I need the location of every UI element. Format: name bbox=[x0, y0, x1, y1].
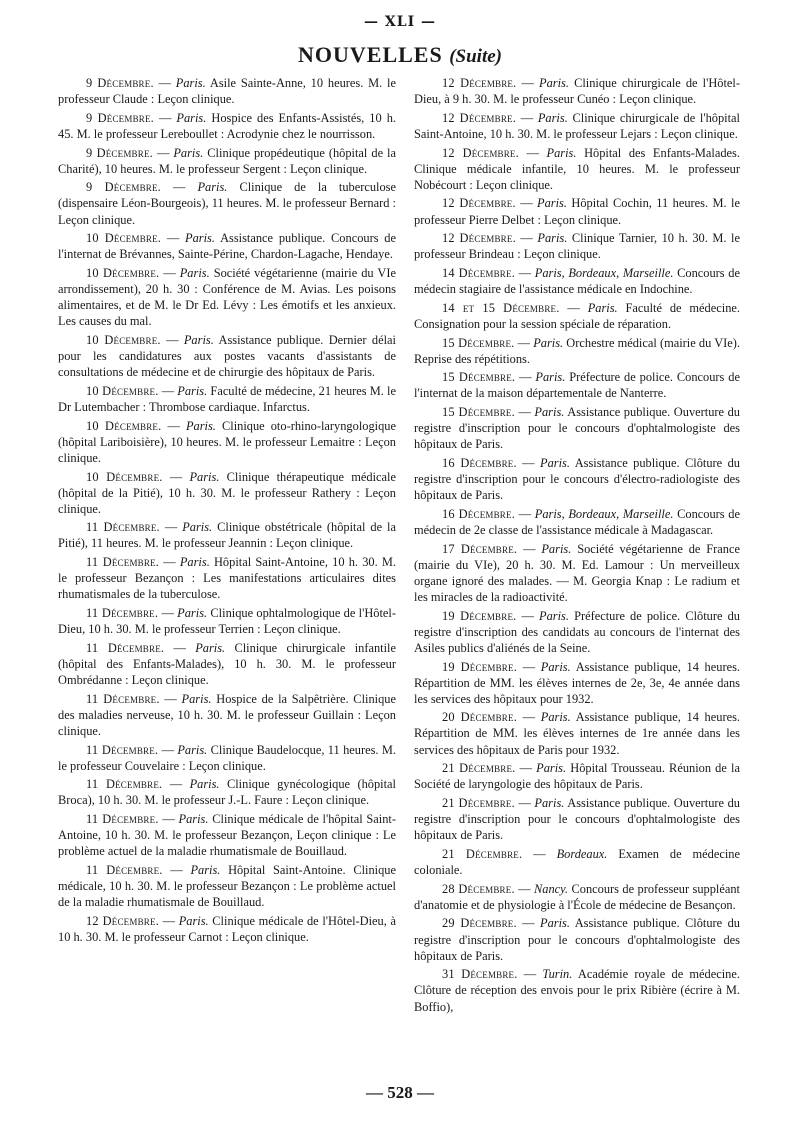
news-entry: 31 Décembre. — Turin. Académie royale de médecine. Clôture de réception des envois pour le prix Ribière (écrire à M. Boffio), bbox=[414, 967, 740, 1014]
entry-date: 11 Décembre. bbox=[86, 606, 159, 621]
news-entry: 19 Décembre. — Paris. Préfecture de police. Clôture du registre d'inscription des candidats au concours de l'internat des Asiles publics d'aliénés de la Seine. bbox=[414, 608, 740, 655]
entry-place: Paris. bbox=[185, 231, 215, 246]
entry-date: 11 Décembre. bbox=[86, 520, 160, 535]
news-entry: 10 Décembre. — Paris. Société végétarienne (mairie du VIe arrondissement), 20 h. 30 : Conférence de M. Avias. Les poisons alimentaires, et de M. le Dr Ed. Lévy : Les émotifs et les anxieux. Les causes du mal. bbox=[58, 266, 396, 329]
entry-place: Paris. bbox=[533, 335, 564, 350]
entry-date: 14 Décembre. bbox=[442, 266, 516, 280]
entry-place: Paris. bbox=[537, 231, 568, 246]
entry-date: 11 Décembre. bbox=[86, 812, 159, 827]
entry-text: Clinique gynécologique (hôpital Broca), 10 h. 30. M. le professeur J.-L. Faure : Leçon clinique. bbox=[58, 777, 396, 808]
news-entry: 11 Décembre. — Paris. Clinique chirurgicale infantile (hôpital des Enfants-Malades), 10 h. 30. M. le professeur Ombrédanne : Leçon clinique. bbox=[58, 640, 396, 687]
section-title-suite: (Suite) bbox=[449, 46, 502, 67]
entry-text: Concours de médecin stagiaire de l'assistance médicale en Indochine. bbox=[414, 266, 740, 297]
entry-text: Hôpital Cochin, 11 heures. M. le professeur Pierre Delbet : Leçon clinique. bbox=[414, 196, 740, 227]
entry-date: 9 Décembre. bbox=[86, 180, 161, 195]
entry-text: Assistance publique. Ouverture du registre d'inscription pour le concours d'ophtalmologiste des hôpitaux de Paris. bbox=[414, 405, 740, 452]
entry-place: Paris. bbox=[195, 640, 226, 655]
entry-date: 12 Décembre. bbox=[442, 110, 517, 125]
news-entry: 17 Décembre. — Paris. Société végétarienne de France (mairie du VIe), 20 h. 30. M. Ed. Lamour : Un merveilleux organe ignoré des malades. — M. Georgia Knap : Le radium et les miracles de la radioactivité. bbox=[414, 541, 740, 604]
news-entry: 15 Décembre. — Paris. Orchestre médical (mairie du VIe). Reprise des répétitions. bbox=[414, 335, 740, 366]
entry-text: Asile Sainte-Anne, 10 heures. M. le professeur Claude : Leçon clinique. bbox=[58, 76, 397, 107]
news-entry: 10 Décembre. — Paris. Assistance publique. Dernier délai pour les candidatures aux postes vacants d'assistants de consultations de médecine et de chirurgie des hôpitaux de Paris. bbox=[58, 332, 396, 380]
entry-place: Paris. bbox=[175, 76, 206, 90]
entry-text: Concours de professeur suppléant d'anatomie et de physiologie à l'École de médecine de Besançon. bbox=[414, 881, 740, 912]
entry-text: Préfecture de police. Concours de l'internat de la maison départementale de Nanterre. bbox=[414, 370, 740, 401]
entry-date: 10 Décembre. bbox=[86, 332, 161, 347]
news-entry: 10 Décembre. — Paris. Assistance publique. Concours de l'internat de Brévannes, Sainte-Périne, Chardon-Lagache, Hendaye. bbox=[58, 231, 396, 262]
entry-place: Paris. bbox=[540, 659, 571, 674]
news-entry: 14 Décembre. — Paris, Bordeaux, Marseille. Concours de médecin stagiaire de l'assistance médicale en Indochine. bbox=[414, 266, 740, 297]
entry-text: Concours de médecin de 2e classe de l'assistance médicale à Madagascar. bbox=[414, 506, 740, 537]
entry-place: Paris. bbox=[177, 742, 208, 757]
section-title bbox=[0, 42, 800, 68]
news-entry: 9 Décembre. — Paris. Hospice des Enfants-Assistés, 10 h. 45. M. le professeur Lereboullet : Acrodynie chez le nourrisson. bbox=[58, 110, 396, 141]
entry-date: 28 Décembre. bbox=[442, 881, 515, 896]
entry-text: Hôpital Saint-Antoine, 10 h. 30. M. le professeur Bezançon : Les manifestations articulaires dites rhumatismales de la tuberculose. bbox=[58, 555, 396, 602]
entry-text: Clinique ophtalmologique de l'Hôtel-Dieu, 10 h. 30. M. le professeur Terrien : Leçon clinique. bbox=[58, 606, 396, 637]
entry-date: 16 Décembre. bbox=[442, 506, 516, 521]
entry-date: 11 Décembre. bbox=[86, 863, 163, 877]
entry-place: Paris. bbox=[185, 418, 216, 433]
entry-date: 12 Décembre. bbox=[442, 231, 516, 246]
running-head: — XLI — bbox=[363, 14, 436, 30]
entry-date: 11 Décembre. bbox=[86, 777, 163, 792]
entry-text: Assistance publique, 14 heures. Répartition de MM. les élèves internes de 1re année dans les services des hôpitaux de Paris pour 1932. bbox=[414, 710, 740, 757]
entry-place: Paris. bbox=[177, 606, 208, 621]
news-entry: 9 Décembre. — Paris. Asile Sainte-Anne, 10 heures. M. le professeur Claude : Leçon clinique. bbox=[58, 76, 397, 107]
entry-text: Clinique oto-rhino-laryngologique (hôpital Lariboisière), 10 heures. M. le professeur Lemaitre : Leçon clinique. bbox=[58, 418, 396, 465]
entry-text: Faculté de médecine, 21 heures M. le Dr Lutembacher : Thrombose cardiaque. Infarctus. bbox=[58, 383, 396, 414]
news-entry: 11 Décembre. — Paris. Clinique gynécologique (hôpital Broca), 10 h. 30. M. le professeur J.-L. Faure : Leçon clinique. bbox=[58, 777, 396, 808]
news-entry: 21 Décembre. — Bordeaux. Examen de médecine coloniale. bbox=[414, 846, 740, 877]
entry-place: Paris. bbox=[182, 520, 213, 535]
page-number: — 528 — bbox=[366, 1083, 434, 1102]
entry-text: Hospice de la Salpêtrière. Clinique des maladies nerveuse, 10 h. 30. M. le professeur Guillain : Leçon clinique. bbox=[58, 691, 396, 738]
entry-text: Clinique thérapeutique médicale (hôpital de la Pitié), 10 h. 30. M. le professeur Rathery : Leçon clinique. bbox=[58, 469, 396, 516]
entry-place: Nancy. bbox=[533, 881, 569, 896]
entry-date: 21 Décembre. bbox=[442, 796, 515, 811]
entry-date: 9 Décembre. bbox=[86, 145, 153, 160]
entry-text: Assistance publique. Concours de l'internat de Brévannes, Sainte-Périne, Chardon-Lagache, Hendaye. bbox=[58, 231, 396, 262]
entry-date: 11 Décembre. bbox=[86, 691, 160, 706]
right-column bbox=[414, 75, 740, 1017]
entry-text: Assistance publique. Ouverture du registre d'inscription pour le concours d'ophtalmologiste des hôpitaux de Paris. bbox=[414, 796, 740, 843]
entry-place: Paris. bbox=[197, 180, 228, 195]
entry-date: 29 Décembre. bbox=[442, 916, 517, 931]
entry-place: Paris, Bordeaux, Marseille. bbox=[534, 506, 674, 521]
entry-date: 19 Décembre. bbox=[442, 608, 517, 623]
entry-place: Paris. bbox=[178, 913, 209, 928]
entry-place: Paris. bbox=[179, 555, 210, 570]
news-entry: 20 Décembre. — Paris. Assistance publique, 14 heures. Répartition de MM. les élèves internes de 1re année dans les services des hôpitaux de Paris pour 1932. bbox=[414, 710, 740, 757]
entry-place: Paris. bbox=[178, 812, 209, 827]
news-entry: 10 Décembre. — Paris. Faculté de médecine, 21 heures M. le Dr Lutembacher : Thrombose cardiaque. Infarctus. bbox=[58, 383, 396, 414]
news-entry: 11 Décembre. — Paris. Hôpital Saint-Antoine, 10 h. 30. M. le professeur Bezançon : Les manifestations articulaires dites rhumatismales de la tuberculose. bbox=[58, 555, 396, 602]
entry-place: Paris. bbox=[177, 383, 208, 398]
news-entry: 16 Décembre. — Paris. Assistance publique. Clôture du registre d'inscription pour le concours d'électro-radiologiste des hôpitaux de Paris. bbox=[414, 456, 740, 503]
entry-date: 15 Décembre. bbox=[442, 370, 516, 385]
entry-place: Paris. bbox=[534, 796, 565, 811]
entry-text: Clinique de la tuberculose (dispensaire Léon-Bourgeois), 11 heures. M. le professeur Bernard : Leçon clinique. bbox=[58, 180, 396, 227]
entry-date: 14 et 15 Décembre. bbox=[442, 300, 560, 315]
entry-place: Paris. bbox=[541, 541, 572, 556]
news-entry: 12 Décembre. — Paris. Clinique chirurgicale de l'hôpital Saint-Antoine, 10 h. 30. M. le professeur Lejars : Leçon clinique. bbox=[414, 110, 740, 141]
entry-date: 31 Décembre. bbox=[442, 967, 518, 982]
entry-place: Paris. bbox=[535, 370, 566, 385]
entry-date: 11 Décembre. bbox=[86, 555, 160, 570]
entry-place: Paris. bbox=[536, 761, 567, 776]
entry-date: 10 Décembre. bbox=[86, 266, 160, 280]
entry-text: Assistance publique, 14 heures. Répartition de MM. les élèves internes de 2e, 3e, 4e année dans les services des hôpitaux pour 1932. bbox=[414, 659, 740, 706]
news-entry: 11 Décembre. — Paris. Clinique Baudelocque, 11 heures. M. le professeur Couvelaire : Leçon clinique. bbox=[58, 742, 396, 773]
entry-date: 20 Décembre. bbox=[442, 710, 518, 725]
entry-place: Paris. bbox=[181, 691, 212, 706]
entry-place: Paris. bbox=[534, 405, 565, 420]
entry-date: 15 Décembre. bbox=[442, 335, 515, 350]
news-entry: 15 Décembre. — Paris. Assistance publique. Ouverture du registre d'inscription pour le concours d'ophtalmologiste des hôpitaux de Paris. bbox=[414, 405, 740, 452]
entry-text: Faculté de médecine. Consignation pour la session spéciale de réparation. bbox=[414, 300, 740, 331]
entry-date: 9 Décembre. bbox=[86, 110, 154, 125]
entry-text: Hôpital Trousseau. Réunion de la Société de laryngologie des hôpitaux de Paris. bbox=[414, 761, 740, 792]
entry-place: Paris, Bordeaux, Marseille. bbox=[534, 266, 674, 280]
entry-date: 10 Décembre. bbox=[86, 231, 162, 246]
entry-date: 9 Décembre. bbox=[86, 76, 154, 90]
news-entry: 12 Décembre. — Paris. Clinique chirurgicale de l'Hôtel-Dieu, à 9 h. 30. M. le professeur Cunéo : Leçon clinique. bbox=[414, 76, 740, 107]
news-entry: 9 Décembre. — Paris. Clinique propédeutique (hôpital de la Charité), 10 heures. M. le professeur Sergent : Leçon clinique. bbox=[58, 145, 397, 176]
entry-date: 21 Décembre. bbox=[442, 846, 523, 861]
entry-date: 12 Décembre. bbox=[442, 145, 519, 160]
news-entry: 21 Décembre. — Paris. Hôpital Trousseau. Réunion de la Société de laryngologie des hôpitaux de Paris. bbox=[414, 761, 740, 792]
news-entry: 11 Décembre. — Paris. Clinique obstétricale (hôpital de la Pitié), 11 heures. M. le professeur Jeannin : Leçon clinique. bbox=[58, 520, 396, 551]
entry-date: 11 Décembre. bbox=[86, 640, 165, 655]
entry-text: Orchestre médical (mairie du VIe). Reprise des répétitions. bbox=[414, 335, 740, 366]
entry-date: 12 Décembre. bbox=[442, 196, 516, 211]
news-entry: 10 Décembre. — Paris. Clinique oto-rhino-laryngologique (hôpital Lariboisière), 10 heures. M. le professeur Lemaitre : Leçon clinique. bbox=[58, 418, 396, 465]
news-entry: 11 Décembre. — Paris. Hôpital Saint-Antoine. Clinique médicale, 10 h. 30. M. le professeur Bezançon : Le problème actuel de la maladie rhumatismale de Bouillaud. bbox=[58, 863, 396, 910]
entry-date: 15 Décembre. bbox=[442, 405, 515, 420]
entry-place: Bordeaux. bbox=[556, 846, 608, 861]
news-entry: 28 Décembre. — Nancy. Concours de professeur suppléant d'anatomie et de physiologie à l'École de médecine de Besançon. bbox=[414, 881, 740, 912]
news-entry: 15 Décembre. — Paris. Préfecture de police. Concours de l'internat de la maison départementale de Nanterre. bbox=[414, 370, 740, 401]
entry-text: Examen de médecine coloniale. bbox=[414, 846, 740, 877]
entry-place: Paris. bbox=[189, 469, 220, 484]
entry-text: Clinique propédeutique (hôpital de la Charité), 10 heures. M. le professeur Sergent : Leçon clinique. bbox=[58, 145, 397, 176]
entry-place: Paris. bbox=[546, 145, 577, 160]
entry-place: Paris. bbox=[537, 196, 567, 211]
entry-text: Clinique médicale de l'Hôtel-Dieu, à 10 h. 30. M. le professeur Carnot : Leçon clinique. bbox=[58, 913, 396, 944]
news-entry: 19 Décembre. — Paris. Assistance publique, 14 heures. Répartition de MM. les élèves internes de 2e, 3e, 4e année dans les services des hôpitaux pour 1932. bbox=[414, 659, 740, 706]
entry-text: Assistance publique. Clôture du registre d'inscription pour le concours d'électro-radiologiste des hôpitaux de Paris. bbox=[414, 456, 740, 503]
entry-text: Hospice des Enfants-Assistés, 10 h. 45. M. le professeur Lereboullet : Acrodynie chez le nourrisson. bbox=[58, 110, 396, 141]
entry-text: Clinique obstétricale (hôpital de la Pitié), 11 heures. M. le professeur Jeannin : Leçon clinique. bbox=[58, 520, 396, 551]
news-entry: 16 Décembre. — Paris, Bordeaux, Marseille. Concours de médecin de 2e classe de l'assistance médicale à Madagascar. bbox=[414, 506, 740, 537]
news-entry: 21 Décembre. — Paris. Assistance publique. Ouverture du registre d'inscription pour le concours d'ophtalmologiste des hôpitaux de Paris. bbox=[414, 796, 740, 843]
news-entry: 10 Décembre. — Paris. Clinique thérapeutique médicale (hôpital de la Pitié), 10 h. 30. M. le professeur Rathery : Leçon clinique. bbox=[58, 469, 396, 516]
entry-text: Hôpital Saint-Antoine. Clinique médicale, 10 h. 30. M. le professeur Bezançon : Le problème actuel de la maladie rhumatismale de Bouillaud. bbox=[58, 863, 396, 910]
entry-place: Paris. bbox=[537, 110, 568, 125]
entry-date: 19 Décembre. bbox=[442, 659, 518, 674]
entry-place: Paris. bbox=[540, 456, 570, 470]
section-title-main: NOUVELLES bbox=[298, 42, 443, 67]
entry-place: Paris. bbox=[189, 777, 220, 792]
entry-date: 21 Décembre. bbox=[442, 761, 516, 776]
entry-text: Clinique chirurgicale de l'hôpital Saint-Antoine, 10 h. 30. M. le professeur Lejars : Leçon clinique. bbox=[414, 110, 740, 141]
entry-date: 16 Décembre. bbox=[442, 456, 517, 470]
entry-place: Paris. bbox=[176, 110, 207, 125]
entry-place: Paris. bbox=[183, 332, 214, 347]
news-entry: 12 Décembre. — Paris. Clinique médicale de l'Hôtel-Dieu, à 10 h. 30. M. le professeur Carnot : Leçon clinique. bbox=[58, 913, 396, 944]
entry-place: Paris. bbox=[540, 710, 571, 725]
entry-place: Paris. bbox=[539, 76, 569, 90]
entry-text: Clinique Baudelocque, 11 heures. M. le professeur Couvelaire : Leçon clinique. bbox=[58, 742, 396, 773]
news-entry: 12 Décembre. — Paris. Hôpital Cochin, 11 heures. M. le professeur Pierre Delbet : Leçon clinique. bbox=[414, 196, 740, 227]
entry-place: Paris. bbox=[587, 300, 618, 315]
entry-place: Paris. bbox=[179, 266, 210, 280]
entry-text: Société végétarienne de France (mairie du VIe), 20 h. 30. M. Ed. Lamour : Un merveilleux organe ignoré des malades. — M. Georgia Knap : Le radium et les miracles de la radioactivité. bbox=[414, 541, 740, 604]
news-entry: 9 Décembre. — Paris. Clinique de la tuberculose (dispensaire Léon-Bourgeois), 11 heures. M. le professeur Bernard : Leçon clinique. bbox=[58, 180, 396, 227]
news-entry: 14 et 15 Décembre. — Paris. Faculté de médecine. Consignation pour la session spéciale de réparation. bbox=[414, 300, 740, 331]
entry-text: Assistance publique. Dernier délai pour les candidatures aux postes vacants d'assistants de consultations de médecine et de chirurgie des hôpitaux de Paris. bbox=[58, 332, 396, 380]
entry-text: Clinique médicale de l'hôpital Saint-Antoine, 10 h. 30. M. le professeur Bezançon, Leçon clinique : Le problème actuel de la maladie rhumatismale de Bouillaud. bbox=[58, 812, 396, 859]
entry-text: Hôpital des Enfants-Malades. Clinique médicale infantile, 10 heures. M. le professeur Nobécourt : Leçon clinique. bbox=[414, 145, 740, 192]
news-entry: 11 Décembre. — Paris. Clinique ophtalmologique de l'Hôtel-Dieu, 10 h. 30. M. le professeur Terrien : Leçon clinique. bbox=[58, 606, 396, 637]
entry-text: Assistance publique. Clôture du registre d'inscription pour le concours d'ophtalmologiste des hôpitaux de Paris. bbox=[414, 916, 740, 963]
left-column bbox=[58, 75, 396, 948]
news-entry: 29 Décembre. — Paris. Assistance publique. Clôture du registre d'inscription pour le concours d'ophtalmologiste des hôpitaux de Paris. bbox=[414, 916, 740, 963]
entry-place: Paris. bbox=[540, 916, 570, 931]
news-entry: 12 Décembre. — Paris. Clinique Tarnier, 10 h. 30. M. le professeur Brindeau : Leçon clinique. bbox=[414, 231, 740, 262]
entry-place: Turin. bbox=[542, 967, 573, 982]
entry-text: Clinique chirurgicale infantile (hôpital des Enfants-Malades), 10 h. 30. M. le professeur Ombrédanne : Leçon clinique. bbox=[58, 640, 396, 687]
entry-text: Académie royale de médecine. Clôture de réception des envois pour le prix Ribière (écrire à M. Boffio), bbox=[414, 967, 740, 1014]
entry-date: 12 Décembre. bbox=[442, 76, 517, 90]
entry-date: 17 Décembre. bbox=[442, 541, 518, 556]
entry-text: Société végétarienne (mairie du VIe arrondissement), 20 h. 30 : Conférence de M. Avias. Les poisons alimentaires, et de M. le Dr Ed. Lévy : Les émotifs et les anxieux. Les causes du mal. bbox=[58, 266, 396, 329]
entry-date: 12 Décembre. bbox=[86, 913, 159, 928]
entry-date: 10 Décembre. bbox=[86, 469, 163, 484]
entry-date: 10 Décembre. bbox=[86, 383, 159, 398]
news-entry: 11 Décembre. — Paris. Hospice de la Salpêtrière. Clinique des maladies nerveuse, 10 h. 30. M. le professeur Guillain : Leçon clinique. bbox=[58, 691, 396, 738]
news-entry: 11 Décembre. — Paris. Clinique médicale de l'hôpital Saint-Antoine, 10 h. 30. M. le professeur Bezançon, Leçon clinique : Le problème actuel de la maladie rhumatismale de Bouillaud. bbox=[58, 812, 396, 859]
entry-text: Clinique chirurgicale de l'Hôtel-Dieu, à 9 h. 30. M. le professeur Cunéo : Leçon clinique. bbox=[414, 76, 740, 107]
entry-text: Préfecture de police. Clôture du registre d'inscription des candidats au concours de l'internat des Asiles publics d'aliénés de la Seine. bbox=[414, 608, 740, 655]
entry-text: Clinique Tarnier, 10 h. 30. M. le professeur Brindeau : Leçon clinique. bbox=[414, 231, 740, 262]
entry-place: Paris. bbox=[190, 863, 221, 877]
entry-place: Paris. bbox=[173, 145, 204, 160]
entry-date: 10 Décembre. bbox=[86, 418, 162, 433]
entry-date: 11 Décembre. bbox=[86, 742, 159, 757]
news-entry: 12 Décembre. — Paris. Hôpital des Enfants-Malades. Clinique médicale infantile, 10 heures. M. le professeur Nobécourt : Leçon clinique. bbox=[414, 145, 740, 192]
entry-place: Paris. bbox=[539, 608, 569, 623]
